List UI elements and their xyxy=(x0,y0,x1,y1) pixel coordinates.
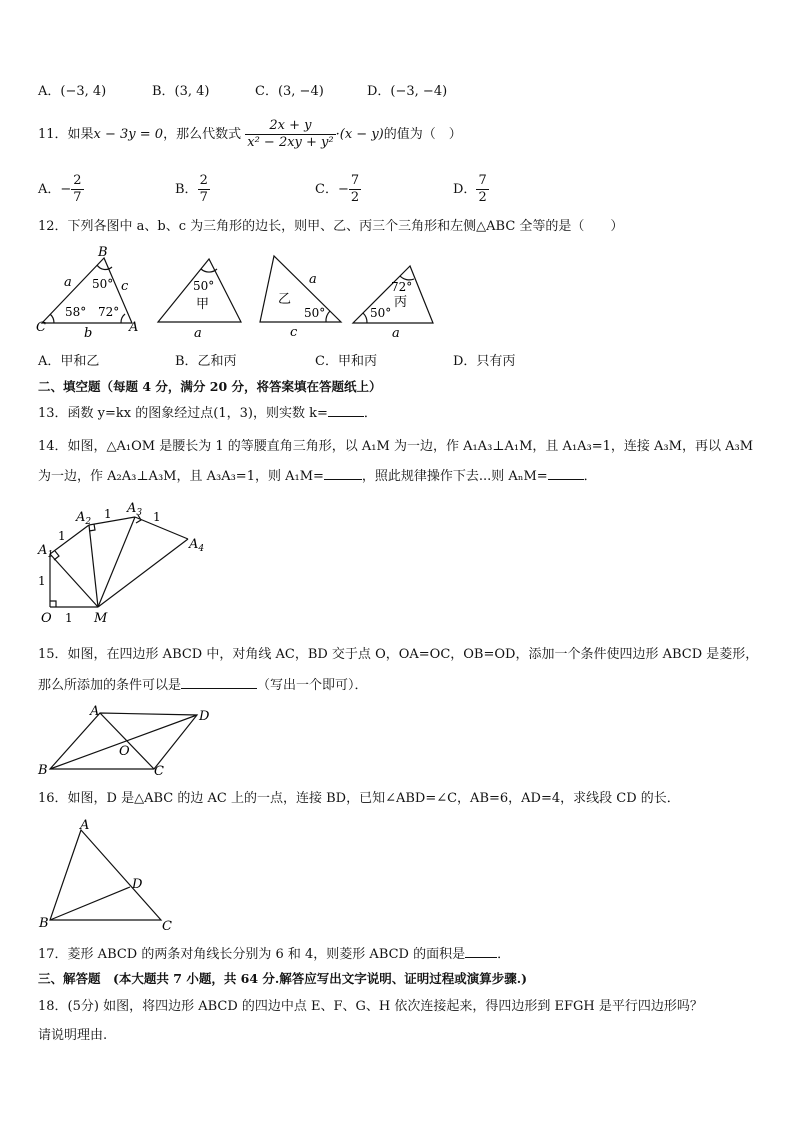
option-letter: C． xyxy=(315,182,338,197)
q14-figure xyxy=(34,498,214,628)
q12-triangle-bing xyxy=(353,266,433,323)
label-c: C xyxy=(36,320,46,335)
section-2-heading: 二、填空题（每题 4 分，满分 20 分，将答案填在答题纸上） xyxy=(38,379,382,394)
q18-line-2: 请说明理由. xyxy=(38,1028,108,1043)
angle-b: 50° xyxy=(92,277,114,291)
label-a: A xyxy=(129,320,139,335)
q17-end: ． xyxy=(497,947,511,962)
label-a2 xyxy=(75,510,91,527)
label-left-1: 1 xyxy=(38,574,46,588)
option-num: 7 xyxy=(478,173,487,188)
q16-figure xyxy=(34,817,184,932)
q12-option-a: A．甲和乙 xyxy=(38,354,100,369)
option-letter: D． xyxy=(453,182,477,197)
label-a3 xyxy=(126,501,142,518)
q17-answer-blank[interactable] xyxy=(465,945,497,958)
option-fraction xyxy=(476,173,488,206)
yi-side-a: a xyxy=(309,272,317,287)
q12-option-d: D．只有丙 xyxy=(453,354,516,369)
label-d: D xyxy=(199,709,210,724)
q11-condition: x − 3y = 0 xyxy=(93,127,164,142)
q11-prefix: 11．如果 xyxy=(38,127,94,142)
q15-answer-blank[interactable] xyxy=(181,676,257,689)
a1-letter: A xyxy=(38,543,48,558)
jia-angle: 50° xyxy=(193,279,215,293)
option-num: 7 xyxy=(350,173,360,188)
q10-option-c: C．(3, −4) xyxy=(255,84,324,99)
a1-sub: 1 xyxy=(47,550,54,560)
q11-suffix: 的值为（ ） xyxy=(383,127,462,142)
q14-text-b: ，照此规律操作下去...则 AₙM= xyxy=(361,469,548,484)
q10-option-b: B．(3, 4) xyxy=(152,84,210,99)
q11-factor: ·(x − y) xyxy=(335,127,384,142)
q11-numerator: 2x + y xyxy=(245,118,335,135)
q14-answer-blank-2[interactable] xyxy=(548,467,584,480)
q15-text-b: （写出一个即可）． xyxy=(257,678,368,693)
option-fraction xyxy=(349,173,361,206)
q12-stem: 12．下列各图中 a、b、c 为三角形的边长，则甲、乙、丙三个三角形和左侧△ABC 全等的是（ ） xyxy=(38,219,624,234)
option-den: 2 xyxy=(478,190,487,205)
label-edge-1a: 1 xyxy=(58,529,66,543)
q15-text-a: 那么所添加的条件可以是 xyxy=(38,678,182,693)
label-b: B xyxy=(39,916,49,931)
q11-option-c xyxy=(315,173,361,206)
q14-answer-blank-1[interactable] xyxy=(324,467,362,480)
label-a4 xyxy=(188,537,204,554)
angle-c: 58° xyxy=(65,305,87,319)
bing-name: 丙 xyxy=(394,295,408,310)
option-den: 2 xyxy=(350,190,360,205)
q15-line-1: 15．如图，在四边形 ABCD 中，对角线 AC，BD 交于点 O，OA=OC，OB=OD，添加一个条件使四边形 ABCD 是菱形， xyxy=(38,647,759,662)
label-edge-1c: 1 xyxy=(153,510,161,524)
q17-text: 17．菱形 ABCD 的两条对角线长分别为 6 和 4，则菱形 ABCD 的面积是 xyxy=(38,947,466,962)
side-b: b xyxy=(84,326,93,341)
q10-option-a: A．(−3, 4) xyxy=(38,84,107,99)
label-b: B xyxy=(98,245,108,260)
label-a: A xyxy=(90,704,100,719)
q12-triangle-yi xyxy=(260,256,341,322)
option-fraction xyxy=(71,173,83,206)
side-a: a xyxy=(64,275,72,290)
q13-stem xyxy=(38,404,377,423)
a2-sub: 2 xyxy=(85,517,92,527)
option-sign: − xyxy=(337,182,349,197)
yi-name: 乙 xyxy=(278,292,292,307)
label-o: O xyxy=(119,744,130,759)
label-a1 xyxy=(37,543,53,560)
bing-angle-top: 72° xyxy=(391,280,413,294)
option-letter: B． xyxy=(175,182,198,197)
yi-side-c: c xyxy=(290,325,298,340)
bing-side: a xyxy=(392,326,400,341)
q14-line-2 xyxy=(38,467,597,486)
q11-option-d xyxy=(453,173,489,206)
option-letter: A． xyxy=(38,182,61,197)
q11-middle: ，那么代数式 xyxy=(163,127,242,142)
q14-text-a: 为一边，作 A₂A₃⊥A₃M，且 A₃A₃=1，则 A₁M= xyxy=(38,469,324,484)
option-sign: − xyxy=(60,182,72,197)
angle-a: 72° xyxy=(98,305,120,319)
jia-side: a xyxy=(194,326,202,341)
q12-option-c: C．甲和丙 xyxy=(315,354,377,369)
label-c: C xyxy=(154,764,164,778)
q13-text: 13．函数 y=kx 的图象经过点(1，3)，则实数 k= xyxy=(38,406,328,421)
a4-sub: 4 xyxy=(198,544,205,554)
option-num: 2 xyxy=(199,173,208,188)
a4-letter: A xyxy=(189,537,199,552)
q13-answer-blank[interactable] xyxy=(328,404,364,417)
q14-line-1: 14．如图，△A₁OM 是腰长为 1 的等腰直角三角形，以 A₁M 为一边，作 A₁A₃⊥A₁M，且 A₁A₃=1，连接 A₃M，再以 A₃M xyxy=(38,439,754,454)
q11-fraction xyxy=(245,118,335,151)
jia-name: 甲 xyxy=(196,297,210,312)
label-a: A xyxy=(80,818,90,833)
label-bottom-1: 1 xyxy=(65,611,73,625)
yi-angle: 50° xyxy=(304,306,326,320)
bing-angle-left: 50° xyxy=(370,306,392,320)
label-edge-1b: 1 xyxy=(104,507,112,521)
a3-letter: A xyxy=(127,501,137,516)
option-num: 2 xyxy=(73,173,82,188)
q17-stem xyxy=(38,945,510,964)
label-o: O xyxy=(41,611,52,626)
q12-option-b: B．乙和丙 xyxy=(175,354,237,369)
q11-option-b xyxy=(175,173,210,206)
q12-figures xyxy=(34,243,454,343)
a3-sub: 3 xyxy=(136,508,143,518)
label-c: C xyxy=(162,919,172,932)
section-3-heading: 三、解答题 (本大题共 7 小题，共 64 分.解答应写出文字说明、证明过程或演算步骤.) xyxy=(38,971,528,986)
q11-denominator: x² − 2xy + y² xyxy=(247,135,334,150)
label-b: B xyxy=(38,763,48,778)
option-fraction xyxy=(198,173,210,206)
label-d: D xyxy=(132,877,143,892)
q13-end: ． xyxy=(363,406,377,421)
q16-stem: 16．如图，D 是△ABC 的边 AC 上的一点，连接 BD，已知∠ABD=∠C，AB=6，AD=4，求线段 CD 的长． xyxy=(38,791,680,806)
a2-letter: A xyxy=(76,510,86,525)
q14-text-c: ． xyxy=(583,469,597,484)
option-den: 7 xyxy=(199,190,208,205)
option-den: 7 xyxy=(73,190,82,205)
label-m: M xyxy=(94,611,108,626)
q10-option-d: D．(−3, −4) xyxy=(367,84,448,99)
q18-line-1: 18．(5分) 如图，将四边形 ABCD 的四边中点 E、F、G、H 依次连接起来，得四边形到 EFGH 是平行四边形吗？ xyxy=(38,999,703,1014)
q11-option-a xyxy=(38,173,84,206)
q11-stem xyxy=(38,118,462,151)
side-c: c xyxy=(121,279,129,294)
q15-figure xyxy=(34,703,234,778)
q15-line-2 xyxy=(38,676,368,695)
